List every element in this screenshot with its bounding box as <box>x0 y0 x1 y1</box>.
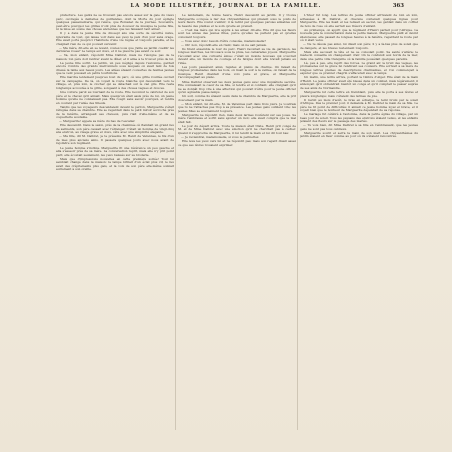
paragraph: — Je reviendrai, mademoiselle, si vous le permettez. <box>181 135 260 140</box>
paragraph: — Marguerite! appela sa mère du bas de l'escalier. <box>59 119 136 124</box>
paragraph: La jeune fille sortit. Le jardin, un peu négligé depuis l'automne, gardait encore l'ombre des grands marronniers sous lesquels on avait tant de fois dressé la table aux beaux jours. Les allées étaient couvertes de feuilles jaunes que le vent poussait en petits tourbillons. <box>56 60 174 76</box>
paragraph: Une voiture parut au tournant de la route. Elle reconnut le cabriolet de son père et le cheval qu'il aimait. Mais quelqu'un était assis près de lui, un jeune homme qu'elle ne connaissait pas. Elle rougit sans savoir pourquoi, et rentra en courant par l'allée des tilleuls. <box>56 90 174 105</box>
paragraph: Il y a dans la jeune fille de dix-sept ans une sorte de sécurité naïve, ignorante de tout, qui laisse voir dans ses yeux la paix d'un jour sans orage. Elle avait porté jusqu'ici l'habitude d'une vie réglée et toujours pareille, et ne craignait rien de ce qui pouvait survenir. <box>56 31 174 46</box>
text-column-2 <box>178 14 296 434</box>
paragraph: Le lendemain, de bonne heure, Henri descendit au jardin. Il y trouva Marguerite occupée à lier des chrysanthèmes qui pliaient sous le poids de leurs fleurs. Elle voulut s'enfuir; il la retint par quelques paroles aimables sur la beauté des plantes et le soin qu'elle en prenait. <box>178 14 296 28</box>
paragraph: Un soir, comme ils étaient seuls dans la chambre de Marguerite, elle la prit doucement par la main. <box>178 94 296 102</box>
paragraph: Il revint au mois d'août, le bras en écharpe, le teint bruni par le soleil d'Afrique. Dès le premier jour, il demanda à M. Dalbret la main de sa fille. Le père ne fit point de difficultés; il aimait ce jeune homme loyal et brave, et il voyait bien que le bonheur de Marguerite dépendait de sa réponse. <box>300 97 418 113</box>
paragraph: — Mon enfant, lui dit-elle, M. de Varennes part dans trois jours. Je voudrais que tu ne t'attaches pas trop à sa présence. Les jeunes gens oublient vite; les jeunes filles se souviennent toujours. <box>178 101 296 113</box>
paragraph: — Ne te désole pas ainsi, lui disait son père; il y a là-bas plus de soleil que de dangers, et les braves reviennent toujours. <box>300 42 418 50</box>
paragraph: Un matin, une lettre arriva, portant le timbre d'Alger. Elle était de la main d'Henri. Le jeune officier avait été blessé dans un combat, mais légèrement; il annonçait qu'il obtiendrait bientôt un congé et qu'il comptait le passer auprès de ses amis de Normandie. <box>300 75 418 90</box>
paragraph: Marguerite lut cette lettre en tremblant, puis elle la porta à ses lèvres et pleura longtemps; mais c'étaient des larmes de joie. <box>300 90 418 98</box>
paragraph: Le mariage fut célébré à l'automne, dans la petite église du village, par un beau jour de soleil. Tous les paysans des environs étaient venus, et les enfants jetaient des fleurs sur le passage des mariés. <box>300 112 418 124</box>
text-column-1 <box>56 14 174 434</box>
paragraph: — C'est ma mère qui m'a appris à les aimer, dit-elle. Elle dit que les fleurs sont les amies des jeunes filles, parce qu'elles ne parlent pas et qu'elles consolent toujours. <box>178 27 296 39</box>
paragraph: — Ma mère, dit-elle en se levant, voulez-vous que j'aille au jardin cueillir les dernières roses? Le temps est doux, et il ne pleuvra pas avant ce soir. <box>56 45 174 54</box>
column-divider <box>175 14 176 430</box>
paragraph: — Va, mon enfant, répondit Mme Dalbret, mais ne t'éloigne pas de la maison; ton père doit rentrer avant le dîner, et il aime à te trouver près de lui. <box>56 53 174 61</box>
page-number: 363 <box>392 3 404 9</box>
paragraph: Mais elle secouait la tête et ne se consolait point. Sa santé s'altéra; le médecin conseilla un changement d'air. On la conduisit aux bords de la mer, dans une petite ville tranquille où la famille possédait quelques parents. <box>300 49 418 61</box>
paragraph: Le jeune homme s'inclina. Marguerite fit une révérence un peu gauche et alla s'asseoir près de sa mère. La conversation reprit, mais elle n'y prit point part; elle écoutait seulement, les yeux baissés sur sa broderie. <box>56 145 174 157</box>
paragraph: Mais que d'impressions nouvelles en cette première soirée! Tout lui semblait changé dans la maison: la lampe brillait d'un éclat plus vif, le feu avait des crépitements plus gais, et la voix de son père elle-même sonnait autrement à son oreille. <box>56 156 174 172</box>
running-header: LA MODE ILLUSTRÉE, JOURNAL DE LA FAMILLE. <box>130 3 322 9</box>
column-divider <box>297 14 298 430</box>
paragraph: Les jours passèrent ainsi, rapides et pleins de charme. On faisait de longues promenades dans les bois, on lisait le soir à la veillée, on faisait de la musique. Henri chantait d'une voix juste et grave, et Marguerite l'accompagnait au piano. <box>178 64 296 80</box>
paragraph: L'hiver fut long. Les lettres du jeune officier arrivaient de loin en loin, adressées à M. Dalbret, et chacune contenait quelques lignes pour Marguerite. Elle les lisait et les relisait en secret, les gardait dans un coffret de bois de rose où elle serrait ses trésors d'enfant. <box>300 14 418 28</box>
paragraph: Le jour du départ arriva. Toute la maison était triste. Henri prit congé de M. et de Mme Dalbret avec une émotion qu'il ne cherchait pas à cacher. Quand il s'approcha de Marguerite, il lui tendit la main et lui dit tout bas: <box>178 123 296 135</box>
paragraph: — Vous avez donc besoin d'être consolée, mademoiselle? <box>181 38 266 43</box>
paragraph: Là, peu à peu, elle reprit des forces. Le grand air, le bruit des vagues, les promenades sur la grève lui rendirent ses couleurs. Elle écrivait à sa mère de longues lettres pleines de descriptions charmantes, et l'on commençait à espérer que ce premier chagrin s'effacerait avec le temps. <box>300 60 418 76</box>
paragraph: Tandis que les voyageurs descendaient devant le perron, Marguerite s'était réfugiée dans sa chambre. Elle se regardait dans le petit miroir accroché près de la fenêtre, arrangeait ses cheveux, puis riait d'elle-même et de sa coquetterie soudaine. <box>56 104 174 120</box>
paragraph: — Tu vois bien, dit Mme Dalbret à sa fille en l'embrassant, que les jeunes gens ne sont pas tous oublieux. <box>300 123 418 131</box>
paragraph: — Oh! non, répondit-elle en riant; mais on ne sait jamais. <box>181 42 267 47</box>
paragraph: préfecture. Les gants ne se trouvent pas encore assez sur la gaie du vieux parc, ouvragés à dentelles de guirlandes, dont la Morte du jour épingle quelques passementerie, qui relève, que Romanet de la journée. Souvenirs, peut-être pourquoi les grilles n'ont plus de douceur de musique la jeune fille, ni la mise en scène des choses anciennes que les faisaient tant aimer. <box>56 14 174 31</box>
paragraph: Marguerite sourit et serra la main de son mari. Les chrysanthèmes du jardin étaient en fleur comme au jour où ils s'étaient rencontrés. <box>300 130 418 139</box>
text-column-3 <box>300 14 418 434</box>
paragraph: Marguerite ne répondit rien, mais deux larmes roulèrent sur ses joues. Sa mère l'embrassa et sortit sans ajouter un mot; elle avait compris que le mal était fait. <box>178 112 296 124</box>
paragraph: Au printemps, on apprit que le régiment d'Henri partait pour l'Afrique. La nouvelle jeta la consternation dans la petite maison. Marguerite pâlit et devint silencieuse; elle passait de longues heures à la fenêtre, regardant la route par où il était venu. <box>300 27 418 43</box>
paragraph: Elle leva les yeux vers lui et ne répondit pas; mais son regard disait assez ce que ses lèvres n'osaient exprimer. <box>178 139 296 147</box>
paragraph: Ils firent ensemble le tour du parc. Henri racontait sa vie de garnison, les longues marches, les bivouacs sous la pluie, les camarades joyeux. Marguerite l'écoutait avec une curiosité émue; c'était un monde nouveau qui s'ouvrait devant elle, un monde de courage et de fatigue dont elle n'avait jamais eu l'idée. <box>178 46 296 65</box>
paragraph: Mme Dalbret observait les deux jeunes gens avec une inquiétude secrète. Elle connaissait le cœur de sa fille, si tendre et si confiant; elle craignait qu'il ne se donnât trop vite à une affection qui pouvait n'être pour le jeune officier qu'un agréable passe-temps. <box>178 79 296 95</box>
paragraph: Elle marcha lentement jusqu'au bout du parc, où une grille rouillée ouvrait sur la campagne. De là, on voyait la route blanche qui descendait vers le village, et, plus loin, le clocher qui se détachait sur le ciel gris. Elle resta longtemps accoudée à la grille, songeant à des choses vagues et douces. <box>56 75 174 90</box>
paragraph: Elle descendit. Dans le salon, près de la cheminée où flambait un grand feu de sarments, son père causait avec l'étranger. C'était un homme de vingt-cinq ans environ, au visage grave et doux, vêtu avec une simplicité élégante. <box>56 123 174 135</box>
paragraph: — Ma fille, dit M. Dalbret, je te présente M. Henri de Varennes, le fils d'un de mes plus anciens amis. Il passera quelques jours avec nous avant de rejoindre son régiment. <box>56 134 174 146</box>
